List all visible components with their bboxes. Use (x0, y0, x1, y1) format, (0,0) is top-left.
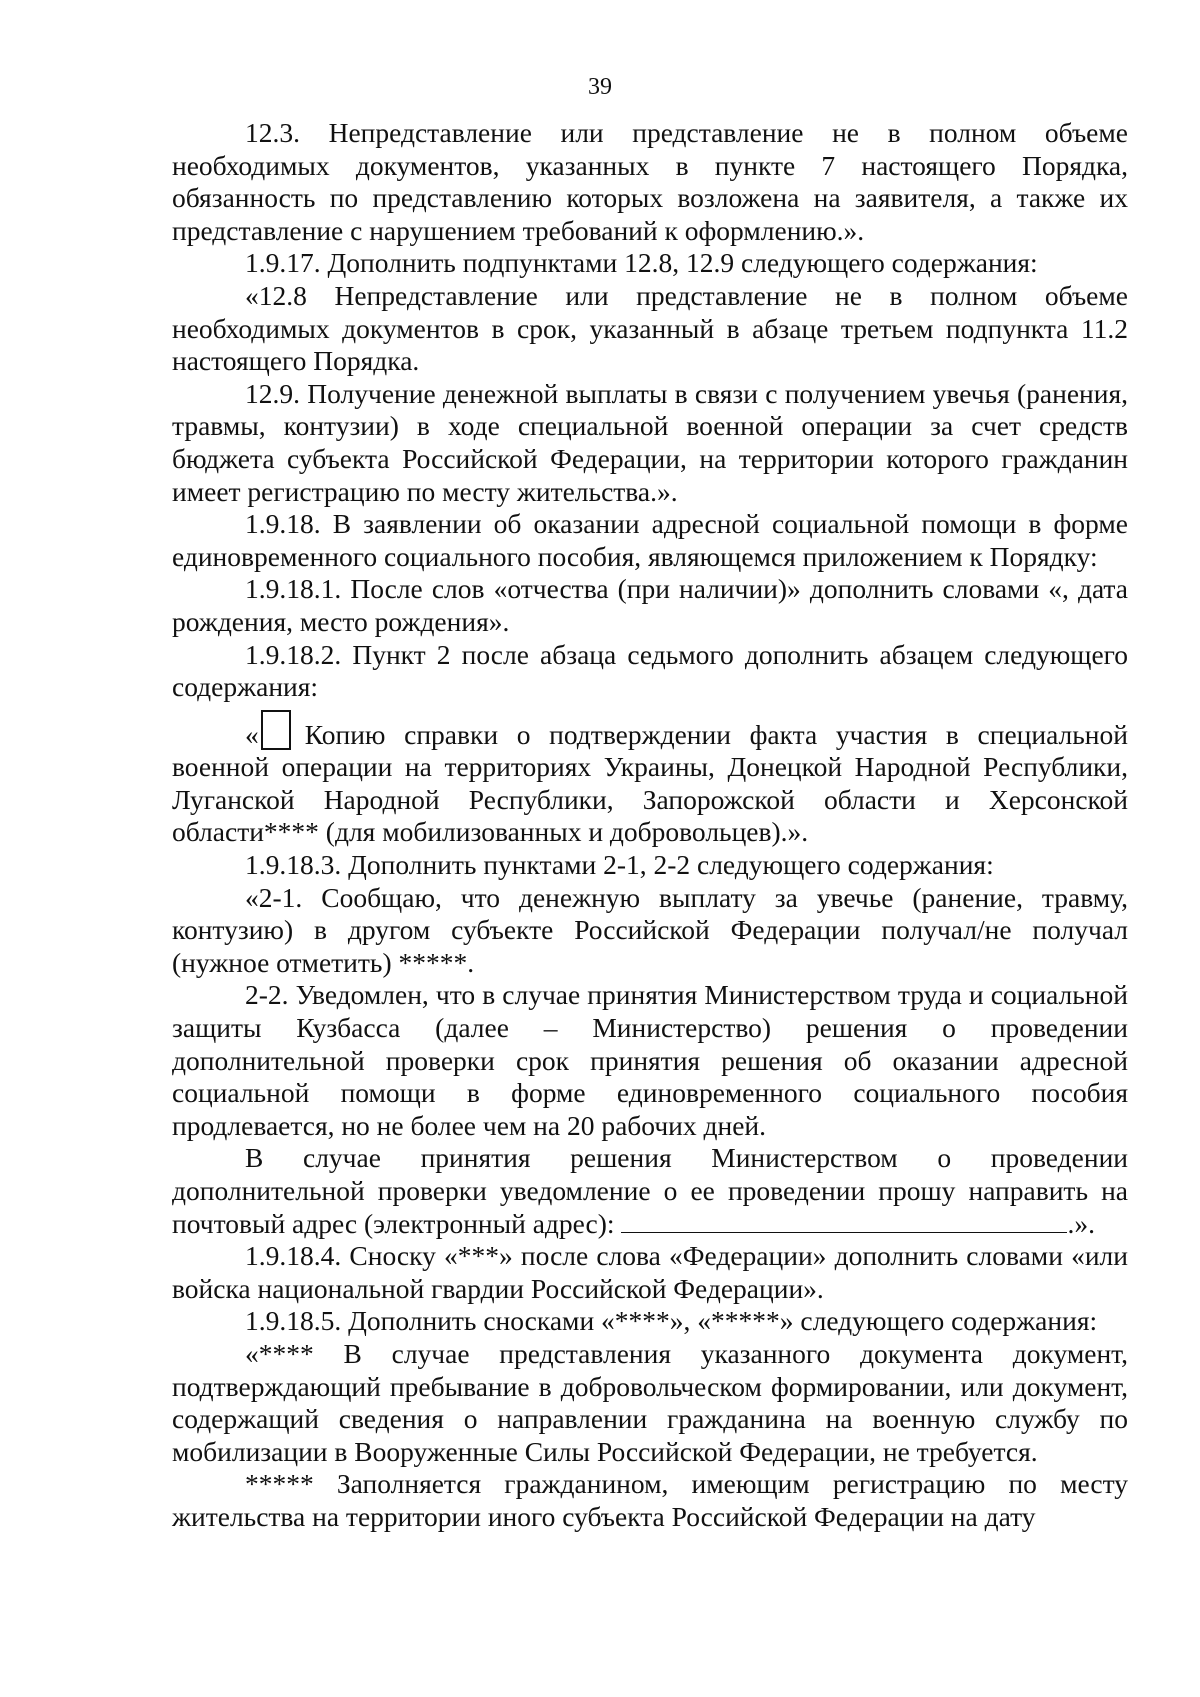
paragraph-1-9-18-2: 1.9.18.2. Пункт 2 после абзаца седьмого дополнить абзацем следующего содержания: (172, 638, 1128, 703)
footnote-5-stars: ***** Заполняется гражданином, имеющим регистрацию по месту жительства на территории иного субъекта Российской Федерации на дату (172, 1468, 1128, 1532)
address-blank-field[interactable] (621, 1210, 1067, 1233)
paragraph-1-9-18-4: 1.9.18.4. Сноску «***» после слова «Федерации» дополнить словами «или войска национальной гвардии Российской Федерации». (172, 1240, 1128, 1304)
checkbox-icon[interactable] (261, 710, 291, 750)
document-body (172, 117, 1128, 1534)
paragraph-1-9-17: 1.9.17. Дополнить подпунктами 12.8, 12.9 следующего содержания: (245, 247, 1038, 279)
checkbox-paragraph-text: Копию справки о подтверждении факта участия в специальной военной операции на территориях Украины, Донецкой Народной Республики, Луганской Народной Республики, Запорожской области и Херсонской области**** (для мобилизованных и добровольцев).». (172, 718, 1128, 848)
address-paragraph-text: В случае принятия решения Министерством о проведении дополнительной проверки уведомление о ее проведении прошу направить на почтовый адрес (электронный адрес): (172, 1142, 1128, 1239)
paragraph-12-3: 12.3. Непредставление или представление не в полном объеме необходимых документов, указанных в пункте 7 настоящего Порядка, обязанность по представлению которых возложена на заявителя, а также их представление с нарушением требований к оформлению.». (172, 117, 1128, 246)
checkbox-paragraph (172, 710, 1128, 849)
opening-quote: « (245, 718, 259, 750)
paragraph-1-9-18-3: 1.9.18.3. Дополнить пунктами 2-1, 2-2 следующего содержания: (245, 849, 994, 881)
paragraph-1-9-18: 1.9.18. В заявлении об оказании адресной социальной помощи в форме единовременного социального пособия, являющемся приложением к Порядку: (172, 508, 1128, 572)
address-paragraph (172, 1142, 1128, 1240)
page-number: 39 (588, 74, 612, 100)
paragraph-2-1: «2-1. Сообщаю, что денежную выплату за увечье (ранение, травму, контузию) в другом субъекте Российской Федерации получал/не получал (нужное отметить) *****. (172, 881, 1128, 978)
address-paragraph-suffix: .». (1067, 1207, 1095, 1239)
paragraph-12-8: «12.8 Непредставление или представление не в полном объеме необходимых документов в срок, указанный в абзаце третьем подпункта 11.2 настоящего Порядка. (172, 279, 1128, 377)
paragraph-1-9-18-1: 1.9.18.1. После слов «отчества (при наличии)» дополнить словами «, дата рождения, место рождения». (172, 573, 1128, 637)
footnote-4-stars: «**** В случае представления указанного документа документ, подтверждающий пребывание в добровольческом формировании, или документ, содержащий сведения о направлении гражданина на военную службу по мобилизации в Вооруженные Силы Российской Федерации, не требуется. (172, 1337, 1128, 1467)
paragraph-2-2: 2-2. Уведомлен, что в случае принятия Министерством труда и социальной защиты Кузбасса (далее – Министерство) решения о проведении дополнительной проверки срок принятия решения об оказании адресной социальной помощи в форме единовременного социального пособия продлевается, но не более чем на 20 рабочих дней. (172, 979, 1128, 1141)
paragraph-12-9: 12.9. Получение денежной выплаты в связи с получением увечья (ранения, травмы, контузии) в ходе специальной военной операции за счет средств бюджета субъекта Российской Федерации, на территории которого гражданин имеет регистрацию по месту жительства.». (172, 377, 1128, 507)
paragraph-1-9-18-5: 1.9.18.5. Дополнить сносками «****», «*****» следующего содержания: (245, 1305, 1098, 1337)
